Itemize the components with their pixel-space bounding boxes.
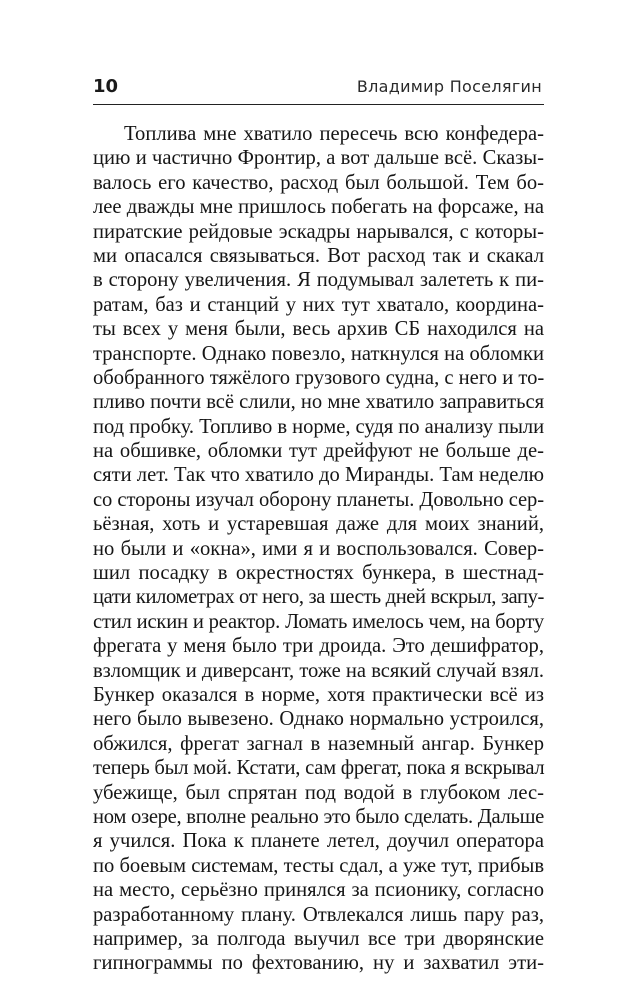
text-line: обобранного тяжёлого грузового судна, с него и то- [93, 366, 545, 389]
running-head-author: Владимир Поселягин [356, 77, 542, 96]
text-line: цати километрах от него, за шесть дней вскрыл, запу- [93, 586, 544, 609]
text-line: стил искин и реактор. Ломать имелось чем, на борту [93, 610, 544, 633]
text-line: ьёзная, хоть и устаревшая даже для моих знаний, [93, 513, 544, 536]
text-line: шил посадку в окрестностях бункера, в шестнад- [93, 562, 544, 585]
header-divider [93, 104, 544, 105]
text-line: разработанному плану. Отвлекался лишь пару раз, [93, 903, 544, 926]
text-line: взломщик и диверсант, тоже на всякий случай взял. [93, 659, 544, 682]
text-line: на место, серьёзно принялся за псионику, согласно [93, 879, 544, 902]
text-line: ты всех у меня были, весь архив СБ находился на [93, 318, 544, 341]
text-line: по боевым системам, тесты сдал, а уже тут, прибыв [93, 854, 544, 877]
text-line: убежище, был спрятан под водой в глубоком лес- [93, 781, 544, 804]
text-line: на обшивке, обломки тут дрейфуют не больше де- [93, 440, 544, 463]
text-line: Бункер оказался в норме, хотя практически всё из [93, 683, 544, 706]
text-line: теперь был мой. Кстати, сам фрегат, пока я вскрывал [93, 757, 545, 780]
text-line: обжился, фрегат загнал в наземный ангар. Бункер [93, 732, 544, 755]
text-line: лее дважды мне пришлось побегать на форсаже, на [93, 196, 544, 219]
text-line: под пробку. Топливо в норме, судя по анализу пыли [93, 415, 545, 438]
text-line: транспорте. Однако повезло, наткнулся на обломки [93, 342, 544, 365]
text-line: ми опасался связываться. Вот расход так и скакал [93, 244, 544, 267]
text-line: него было вывезено. Однако нормально устроился, [93, 708, 544, 731]
text-line: гипнограммы по фехтованию, ну и захватил эти- [93, 952, 544, 975]
text-line: фрегата у меня было три дроида. Это дешифратор, [93, 635, 544, 658]
text-line: валось его качество, расход был большой. Тем бо- [93, 171, 544, 194]
text-line: но были и «окна», ими я и воспользовался. Совер- [93, 537, 544, 560]
text-line: ном озере, вполне реально это было сделать. Дальше [93, 805, 544, 828]
text-line: в сторону увеличения. Я подумывал залететь к пи- [93, 269, 544, 292]
text-line: со стороны изучал оборону планеты. Довольно сер- [93, 488, 544, 511]
body-text [93, 122, 544, 976]
text-line: пиратские рейдовые эскадры нарывался, с которы- [93, 220, 544, 243]
text-line: цию и частично Фронтир, а вот дальше всё. Сказы- [93, 147, 544, 170]
text-line: например, за полгода выучил все три дворянские [93, 927, 544, 950]
text-line: сяти лет. Так что хватило до Миранды. Там неделю [93, 464, 544, 487]
running-head [93, 76, 544, 106]
page-number: 10 [93, 76, 119, 97]
text-line: Топлива мне хватило пересечь всю конфедера- [124, 123, 544, 145]
text-line: пливо почти всё слили, но мне хватило заправиться [93, 391, 544, 414]
text-line: я учился. Пока к планете летел, доучил оператора [93, 830, 544, 853]
text-line: ратам, баз и станций у них тут хватало, координа- [93, 293, 544, 316]
